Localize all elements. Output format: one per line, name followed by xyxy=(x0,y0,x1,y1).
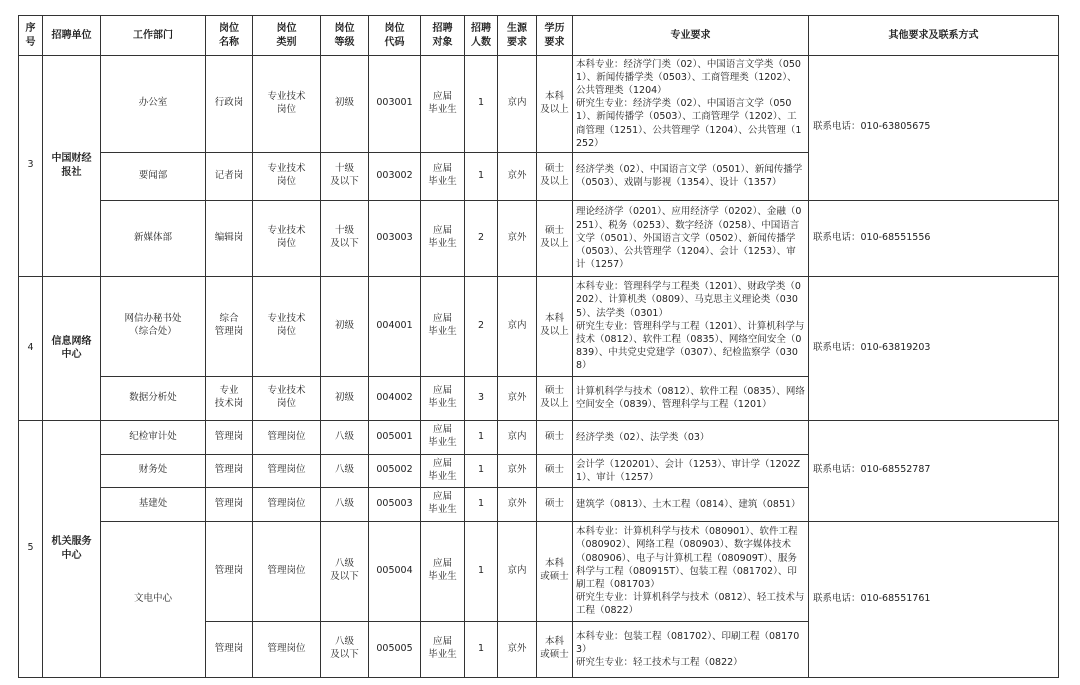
post-category-cell: 专业技术 岗位 xyxy=(253,376,321,420)
post-code-cell: 005001 xyxy=(369,420,421,454)
post-level-cell: 初级 xyxy=(321,56,369,153)
target-cell: 应届 毕业生 xyxy=(421,200,465,276)
origin-cell: 京内 xyxy=(498,521,537,621)
count-cell: 1 xyxy=(465,621,498,677)
origin-cell: 京外 xyxy=(498,376,537,420)
origin-cell: 京外 xyxy=(498,152,537,200)
header-unit: 招聘单位 xyxy=(43,16,101,56)
table-row xyxy=(19,56,1059,153)
education-cell: 本科 或硕士 xyxy=(537,521,573,621)
major-cell: 本科专业：经济学门类（02）、中国语言文学类（0501）、新闻传播学类（0503）、工商管理类（1202）、公共管理类（1204） 研究生专业：经济学类（02）、中国语言文学（0501）、新闻传播学（0503）、工商管理学（1202）、工商管理（1251）、公共管理学（1204）、公共管理（1252） xyxy=(573,56,809,153)
department-cell: 数据分析处 xyxy=(101,376,206,420)
table-row xyxy=(19,200,1059,276)
education-cell: 硕士 及以上 xyxy=(537,376,573,420)
department-cell: 网信办秘书处 （综合处） xyxy=(101,276,206,376)
table-row xyxy=(19,276,1059,376)
table-row xyxy=(19,420,1059,454)
department-cell: 财务处 xyxy=(101,454,206,487)
count-cell: 1 xyxy=(465,454,498,487)
post-name-cell: 管理岗 xyxy=(206,420,253,454)
count-cell: 1 xyxy=(465,56,498,153)
header-major: 专业要求 xyxy=(573,16,809,56)
header-count: 招聘 人数 xyxy=(465,16,498,56)
major-cell: 本科专业：包装工程（081702）、印刷工程（081703） 研究生专业：轻工技术与工程（0822） xyxy=(573,621,809,677)
education-cell: 本科 或硕士 xyxy=(537,621,573,677)
contact-cell: 联系电话：010-68552787 xyxy=(809,420,1059,521)
post-level-cell: 十级 及以下 xyxy=(321,200,369,276)
education-cell: 硕士 及以上 xyxy=(537,152,573,200)
header-contact: 其他要求及联系方式 xyxy=(809,16,1059,56)
target-cell: 应届 毕业生 xyxy=(421,376,465,420)
post-category-cell: 管理岗位 xyxy=(253,621,321,677)
count-cell: 2 xyxy=(465,200,498,276)
origin-cell: 京内 xyxy=(498,56,537,153)
post-name-cell: 管理岗 xyxy=(206,521,253,621)
major-cell: 经济学类（02）、法学类（03） xyxy=(573,420,809,454)
post-level-cell: 初级 xyxy=(321,276,369,376)
contact-cell: 联系电话：010-68551556 xyxy=(809,200,1059,276)
post-code-cell: 003001 xyxy=(369,56,421,153)
origin-cell: 京外 xyxy=(498,454,537,487)
count-cell: 1 xyxy=(465,152,498,200)
header-post-name: 岗位 名称 xyxy=(206,16,253,56)
post-name-cell: 管理岗 xyxy=(206,621,253,677)
post-name-cell: 编辑岗 xyxy=(206,200,253,276)
major-cell: 计算机科学与技术（0812）、软件工程（0835）、网络空间安全（0839）、管理科学与工程（1201） xyxy=(573,376,809,420)
department-cell: 办公室 xyxy=(101,56,206,153)
target-cell: 应届 毕业生 xyxy=(421,454,465,487)
post-code-cell: 005005 xyxy=(369,621,421,677)
table-row xyxy=(19,521,1059,621)
seq-cell: 3 xyxy=(19,56,43,277)
header-origin: 生源 要求 xyxy=(498,16,537,56)
post-code-cell: 004001 xyxy=(369,276,421,376)
post-level-cell: 八级 及以下 xyxy=(321,621,369,677)
post-name-cell: 管理岗 xyxy=(206,454,253,487)
post-level-cell: 八级 xyxy=(321,487,369,521)
major-cell: 本科专业：计算机科学与技术（080901）、软件工程（080902）、网络工程（080903）、数字媒体技术（080906）、电子与计算机工程（080909T）、服务科学与工程（080915T）、包装工程（081702）、印刷工程（081703） 研究生专业：计算机科学与技术（0812）、轻工技术与工程（0822） xyxy=(573,521,809,621)
target-cell: 应届 毕业生 xyxy=(421,420,465,454)
post-level-cell: 十级 及以下 xyxy=(321,152,369,200)
department-cell: 文电中心 xyxy=(101,521,206,677)
recruitment-table xyxy=(18,15,1059,678)
post-category-cell: 管理岗位 xyxy=(253,487,321,521)
header-target: 招聘 对象 xyxy=(421,16,465,56)
unit-cell: 中国财经 报社 xyxy=(43,56,101,277)
post-category-cell: 专业技术 岗位 xyxy=(253,276,321,376)
header-post-level: 岗位 等级 xyxy=(321,16,369,56)
major-cell: 本科专业：管理科学与工程类（1201）、财政学类（0202）、计算机类（0809）、马克思主义理论类（0305）、法学类（0301） 研究生专业：管理科学与工程（1201）、计算机科学与技术（0812）、软件工程（0835）、网络空间安全（0839）、中共党史党建学（0307）、纪检监察学（0308） xyxy=(573,276,809,376)
major-cell: 建筑学（0813）、土木工程（0814）、建筑（0851） xyxy=(573,487,809,521)
count-cell: 1 xyxy=(465,521,498,621)
major-cell: 理论经济学（0201）、应用经济学（0202）、金融（0251）、税务（0253）、数字经济（0258）、中国语言文学（0501）、外国语言文学（0502）、新闻传播学（0503）、公共管理学（1204）、会计（1253）、审计（1257） xyxy=(573,200,809,276)
post-code-cell: 005004 xyxy=(369,521,421,621)
education-cell: 硕士 及以上 xyxy=(537,200,573,276)
post-category-cell: 专业技术 岗位 xyxy=(253,56,321,153)
post-category-cell: 专业技术 岗位 xyxy=(253,200,321,276)
department-cell: 新媒体部 xyxy=(101,200,206,276)
header-row xyxy=(19,16,1059,56)
post-name-cell: 记者岗 xyxy=(206,152,253,200)
department-cell: 纪检审计处 xyxy=(101,420,206,454)
post-category-cell: 管理岗位 xyxy=(253,454,321,487)
post-level-cell: 初级 xyxy=(321,376,369,420)
contact-cell: 联系电话：010-63819203 xyxy=(809,276,1059,420)
target-cell: 应届 毕业生 xyxy=(421,152,465,200)
post-category-cell: 管理岗位 xyxy=(253,420,321,454)
count-cell: 1 xyxy=(465,420,498,454)
target-cell: 应届 毕业生 xyxy=(421,487,465,521)
header-post-category: 岗位 类别 xyxy=(253,16,321,56)
contact-cell: 联系电话：010-63805675 xyxy=(809,56,1059,201)
department-cell: 要闻部 xyxy=(101,152,206,200)
origin-cell: 京外 xyxy=(498,200,537,276)
unit-cell: 机关服务 中心 xyxy=(43,420,101,677)
header-education: 学历 要求 xyxy=(537,16,573,56)
count-cell: 1 xyxy=(465,487,498,521)
header-department: 工作部门 xyxy=(101,16,206,56)
education-cell: 本科 及以上 xyxy=(537,56,573,153)
post-name-cell: 专业 技术岗 xyxy=(206,376,253,420)
post-name-cell: 综合 管理岗 xyxy=(206,276,253,376)
target-cell: 应届 毕业生 xyxy=(421,521,465,621)
post-code-cell: 003002 xyxy=(369,152,421,200)
education-cell: 硕士 xyxy=(537,420,573,454)
post-name-cell: 行政岗 xyxy=(206,56,253,153)
post-name-cell: 管理岗 xyxy=(206,487,253,521)
origin-cell: 京外 xyxy=(498,621,537,677)
post-level-cell: 八级 及以下 xyxy=(321,521,369,621)
contact-cell: 联系电话：010-68551761 xyxy=(809,521,1059,677)
post-level-cell: 八级 xyxy=(321,454,369,487)
seq-cell: 4 xyxy=(19,276,43,420)
department-cell: 基建处 xyxy=(101,487,206,521)
header-seq: 序 号 xyxy=(19,16,43,56)
post-category-cell: 专业技术 岗位 xyxy=(253,152,321,200)
post-code-cell: 005002 xyxy=(369,454,421,487)
post-category-cell: 管理岗位 xyxy=(253,521,321,621)
target-cell: 应届 毕业生 xyxy=(421,276,465,376)
major-cell: 会计学（120201）、会计（1253）、审计学（1202Z1）、审计（1257） xyxy=(573,454,809,487)
post-code-cell: 004002 xyxy=(369,376,421,420)
count-cell: 3 xyxy=(465,376,498,420)
education-cell: 本科 及以上 xyxy=(537,276,573,376)
origin-cell: 京内 xyxy=(498,276,537,376)
post-code-cell: 005003 xyxy=(369,487,421,521)
origin-cell: 京内 xyxy=(498,420,537,454)
major-cell: 经济学类（02）、中国语言文学（0501）、新闻传播学（0503）、戏剧与影视（1354）、设计（1357） xyxy=(573,152,809,200)
unit-cell: 信息网络 中心 xyxy=(43,276,101,420)
origin-cell: 京外 xyxy=(498,487,537,521)
target-cell: 应届 毕业生 xyxy=(421,56,465,153)
post-code-cell: 003003 xyxy=(369,200,421,276)
count-cell: 2 xyxy=(465,276,498,376)
education-cell: 硕士 xyxy=(537,487,573,521)
education-cell: 硕士 xyxy=(537,454,573,487)
target-cell: 应届 毕业生 xyxy=(421,621,465,677)
header-post-code: 岗位 代码 xyxy=(369,16,421,56)
post-level-cell: 八级 xyxy=(321,420,369,454)
seq-cell: 5 xyxy=(19,420,43,677)
